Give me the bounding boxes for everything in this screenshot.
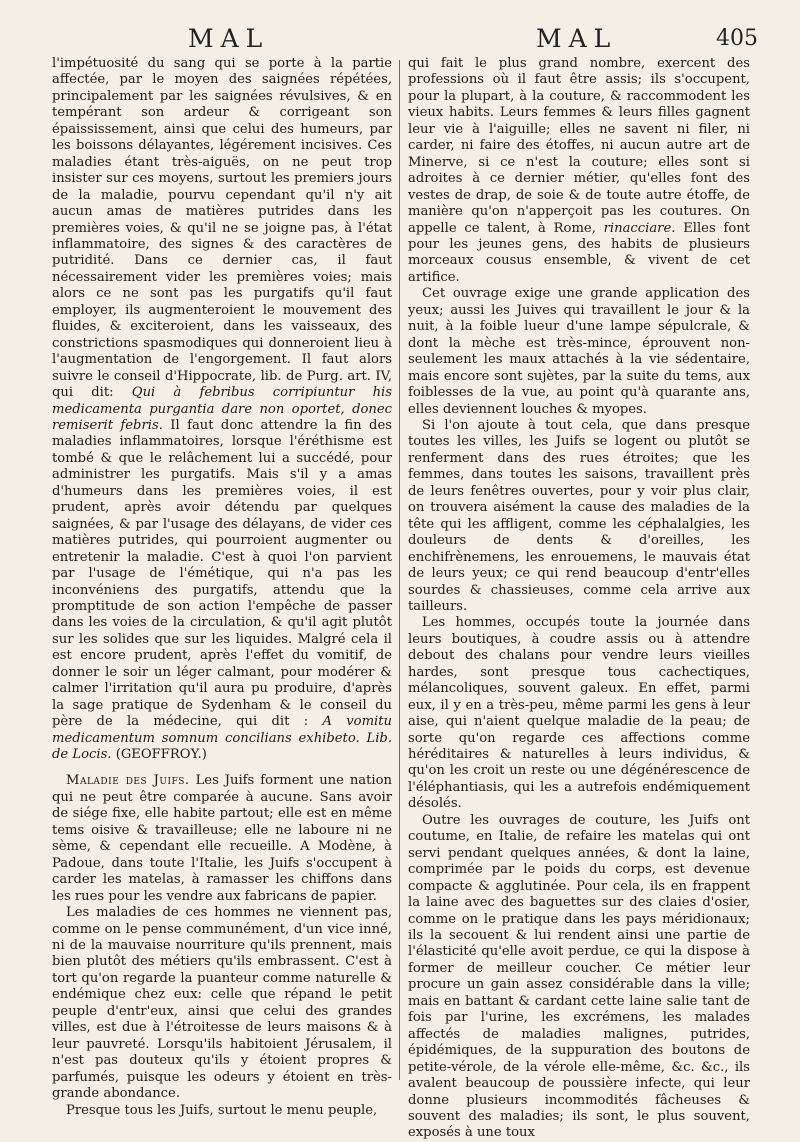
right-paragraph-4: Les hommes, occupés toute la journée dans leurs boutiques, à coudre assis ou à attendre debout des chalans pour vendre leurs vieilles hardes, sont presque tous cachectiques, mélancoliques, souvent galeux. En effet, parmi eux, il y en a très-peu, même parmi les gens à leur aise, qui n'aient quelque maladie de la peau; de sorte qu'on regarde ces affections comme héréditaires & naturelles à leurs individus, & qu'on les croit un reste ou une dégénérescence de l'éléphantiasis, qui les a autrefois endémiquement désolés. — [408, 615, 750, 812]
right-p1-text: qui fait le plus grand nombre, exercent des professions où il faut être assis; ils s'occupent, pour la plupart, à la couture, & raccommodent les vieux habits. Leurs femmes & leurs filles gagnent leur vie à l'aiguille; elles ne savent ni filer, ni carder, ni faire des étoffes, ni aucun autre art de Minerve, si ce n'est la couture; elles sont si adroites à ce dernier métier, qu'elles font des vestes de drap, de soie & de toute autre étoffe, de manière qu'on n'apperçoit pas les coutures. On appelle ce talent, à Rome, — [408, 56, 750, 236]
hippocrates-quote-2: A vomitu medicamentum somnum concilians exhibeto. Lib. de Locis. — [52, 714, 392, 763]
running-head — [0, 14, 800, 54]
entry-gap — [52, 763, 392, 773]
right-paragraph-3: Si l'on ajoute à tout cela, que dans presque toutes les villes, les Juifs se logent ou plutôt se renferment dans des rues étroites; que les femmes, dans toutes les saisons, travaillent près de leurs fenêtres ouvertes, pour y voir plus clair, on trouvera aisément la cause des maladies de la tête qui les affligent, comme les céphalalgies, les douleurs de dents & d'oreilles, les enchifrènemens, les enrouemens, le mauvais état de leurs yeux; ce qui rend beaucoup d'entr'elles sourdes & chassieuses, comme cela arrive aux tailleurs. — [408, 417, 750, 614]
entry-title: Maladie des Juifs. — [66, 773, 190, 789]
hippocrates-quote: Qui à febribus corripiuntur his medicamenta purgantia dare non oportet, donec remiserit febris. — [52, 385, 392, 433]
running-head-right: MAL — [536, 24, 618, 53]
right-p1b-text: Elles font pour les jeunes gens, des habits de plusieurs morceaux cousus ensemble, & vivent de cet artifice. — [408, 220, 750, 285]
italic-term: rinacciare. — [603, 220, 676, 236]
left-p1-text: l'impétuosité du sang qui se porte à la partie affectée, par le moyen des saignées répétées, principalement par les saignées révulsives, & en tempérant son ardeur & corrigeant son épaississement, ainsi que celui des humeurs, par les boissons délayantes, légérement incisives. Ces maladies étant très-aiguës, on ne peut trop insister sur ces moyens, surtout les premiers jours de la maladie, pourvu cependant qu'il n'y ait aucun amas de matières putrides dans les premières voies, & qu'il ne se joigne pas, à l'état inflammatoire, des signes & des caractères de putridité. Dans ce dernier cas, il faut nécessairement vider les premières voies; mais alors ce ne sont pas les purgatifs qu'il faut employer, ils augmenteroient le mouvement des fluides, & exciteroient, dans les vaisseaux, des constrictions spasmodiques qui donneroient lieu à l'augmentation de l'engorgement. Il faut alors suivre le conseil d'Hippocrate, lib. de Purg. art. IV, qui dit: — [52, 56, 392, 401]
right-column — [408, 56, 750, 1142]
author-signature: (GEOFFROY.) — [115, 747, 207, 763]
left-paragraph-1 — [52, 56, 392, 763]
left-paragraph-2 — [52, 773, 392, 905]
running-head-left: MAL — [188, 24, 270, 53]
right-paragraph-5: Outre les ouvrages de couture, les Juifs ont coutume, en Italie, de refaire les matelas qui ont servi pendant quelques années, & dont la laine, comprimée par le poids du corps, est devenue compacte & agglutinée. Pour cela, ils en frappent la laine avec des baguettes sur des claies d'osier, comme on le pratique dans les pays méridionaux; ils la secouent & lui rendent ainsi une partie de l'élasticité qu'elle avoit perdue, ce qui la dispose à former de meilleur coucher. Ce métier leur procure un gain assez considérable dans la ville; mais en battant & cardant cette laine salie tant de fois par l'urine, les excrémens, les malades affectés de maladies malignes, putrides, épidémiques, de la suppuration des boutons de petite-vérole, de la vérole elle-même, &c. &c., ils avalent beaucoup de poussière infecte, qui leur donne plusieurs incommodités fâcheuses & souvent des maladies; ils sont, le plus souvent, exposés à une toux — [408, 812, 750, 1141]
left-paragraph-4: Presque tous les Juifs, surtout le menu peuple, — [66, 1102, 378, 1118]
left-paragraph-3: Les maladies de ces hommes ne viennent pas, comme on le pense communément, d'un vice inné, ni de la mauvaise nourriture qu'ils prennent, mais bien plutôt des métiers qu'ils embrassent. C'est à tort qu'on regarde la puanteur comme naturelle & endémique chez eux: celle que répand le petit peuple d'entr'eux, ainsi que celui des grandes villes, est due à l'étroitesse de leurs maisons & à leur pauvreté. Lorsqu'ils habitoient Jérusalem, il n'est pas douteux qu'ils y étoient propres & parfumés, puisque les odeurs y étoient en très-grande abondance. — [52, 905, 392, 1102]
right-paragraph-1 — [408, 56, 750, 286]
left-p2-text: Les Juifs forment une nation qui ne peut être comparée à aucune. Sans avoir de siége fixe, elle habite partout; elle est en même tems oisive & travailleuse; elle ne laboure ni ne sème, & cependant elle recueille. A Modène, à Padoue, dans toute l'Italie, les Juifs s'occupent à carder les matelas, à ramasser les chiffons dans les rues pour les vendre aux fabricans de papier. — [52, 773, 392, 904]
page-number: 405 — [716, 26, 758, 51]
left-p1b-text: Il faut donc attendre la fin des maladies inflammatoires, lorsque l'éréthisme est tombé & que le relâchement lui a succédé, pour administrer les purgatifs. Mais s'il y a amas d'humeurs dans les premières voies, il est prudent, après avoir détendu par quelques saignées, & par l'usage des délayans, de vider ces matières putrides, qui pourroient augmenter ou entretenir la maladie. C'est à quoi l'on parvient par l'usage de l'émétique, qui n'a pas les inconvéniens des purgatifs, attendu que la promptitude de son action l'empêche de passer dans les voies de la circulation, & qu'il agit plutôt sur les solides que sur les liquides. Malgré cela il est encore prudent, après l'effet du vomitif, de donner le soir un léger calmant, pour modérer & calmer l'irritation qu'il aura pu produire, d'après la sage pratique de Sydenham & le conseil du père de la médecine, qui dit : — [52, 417, 392, 730]
left-column — [52, 56, 392, 1119]
column-divider — [399, 60, 400, 1080]
right-paragraph-2: Cet ouvrage exige une grande application des yeux; aussi les Juives qui travaillent le jour & la nuit, à la foible lueur d'une lampe sépulcrale, & dont la mèche est très-mince, éprouvent non-seulement les maux attachés à la vie sédentaire, mais encore sont sujètes, par la suite du tems, aux foiblesses de la vue, au point qu'à quarante ans, elles deviennent louches & myopes. — [408, 286, 750, 417]
